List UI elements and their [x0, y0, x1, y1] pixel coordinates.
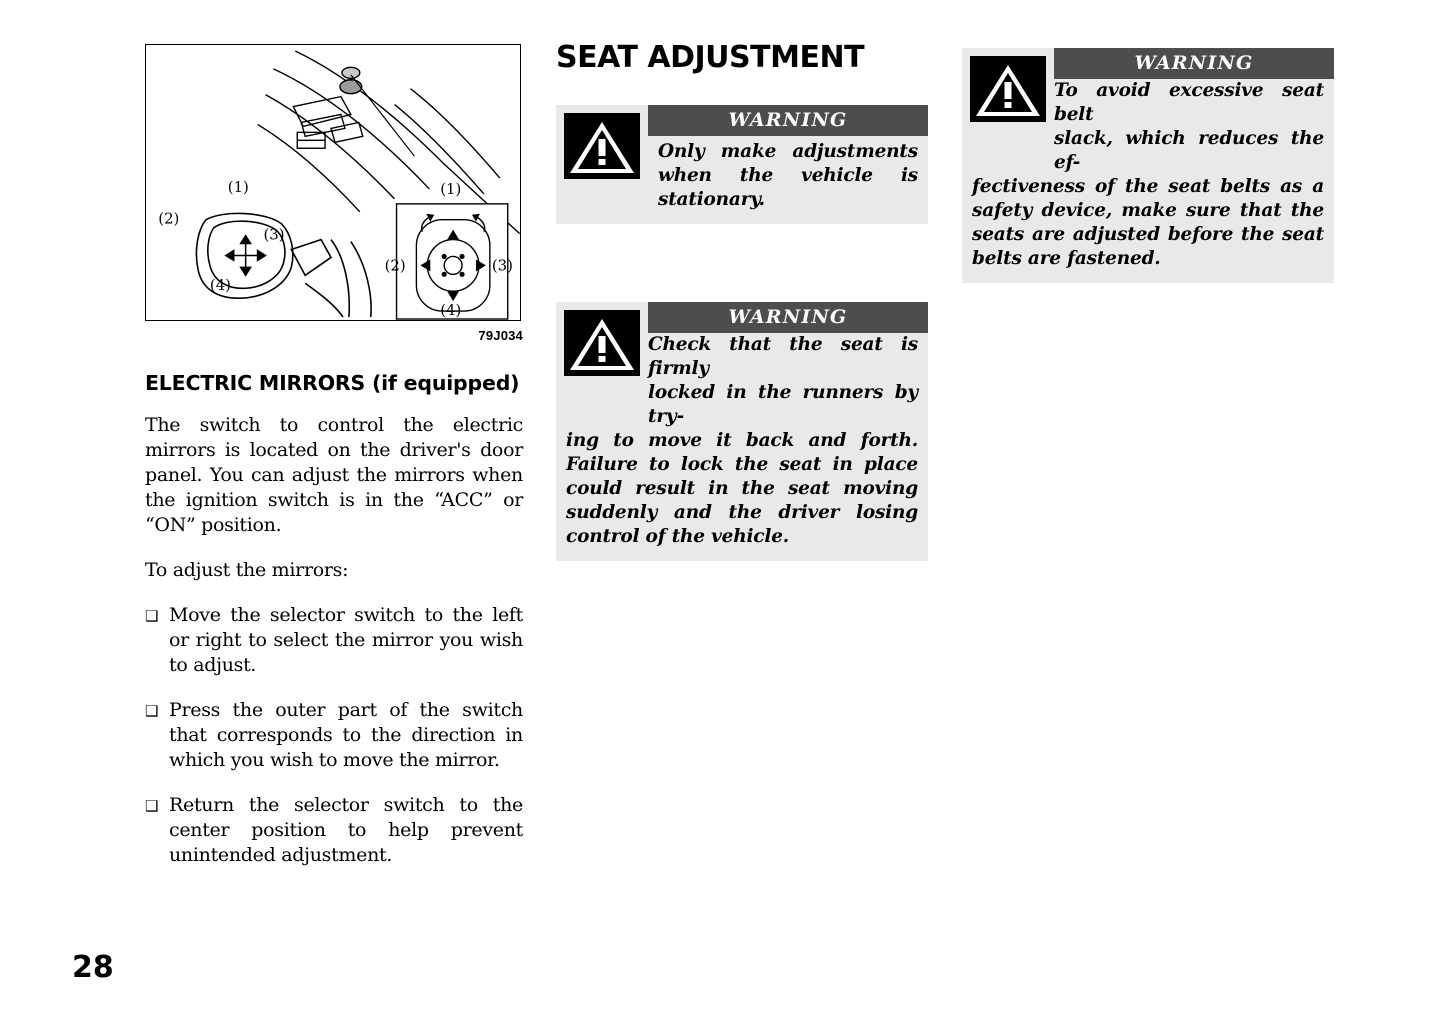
warning-text-line-1: Check that the seat is firmly [648, 334, 918, 379]
warning-text-body: Only make adjustments when the vehicle is stationary. [658, 141, 918, 210]
figure-illustration [146, 45, 520, 320]
bullet-icon: ❑ [145, 797, 159, 815]
warning-banner: WARNING [648, 105, 928, 136]
figure-label-switch-4: (4) [440, 301, 462, 320]
list-item-text: Press the outer part of the switch that corresponds to the direction in which you wish to move the mirror. [169, 699, 523, 771]
middle-column [556, 40, 928, 561]
bullet-icon: ❑ [145, 607, 159, 625]
warning-box-stationary [556, 105, 928, 224]
right-column [962, 48, 1334, 283]
mirror-switch-figure [145, 44, 521, 321]
list-item-text: Move the selector switch to the left or right to select the mirror you wish to adjust. [169, 604, 523, 676]
warning-triangle-icon [564, 310, 640, 376]
warning-triangle-icon [970, 56, 1046, 122]
page-number: 28 [72, 950, 114, 985]
figure-label-switch-2: (2) [384, 256, 406, 275]
list-item [145, 698, 523, 773]
figure-label-mirror-2: (2) [158, 209, 180, 228]
bullet-icon: ❑ [145, 702, 159, 720]
warning-text-line-1: To avoid excessive seat belt [1054, 80, 1324, 125]
figure-label-mirror-4: (4) [209, 276, 231, 295]
adjustment-steps-list [145, 603, 523, 868]
warning-banner: WARNING [648, 302, 928, 333]
figure-code: 79J034 [478, 328, 523, 343]
warning-text-line-2: locked in the runners by try- [648, 382, 918, 427]
warning-banner: WARNING [1054, 48, 1334, 79]
list-item [145, 603, 523, 678]
figure-label-mirror-3: (3) [263, 225, 285, 244]
left-column [145, 44, 523, 888]
list-item [145, 793, 523, 868]
warning-text-line-2: slack, which reduces the ef- [1054, 128, 1324, 173]
warning-box-seat-locked [556, 302, 928, 561]
warning-text-body: fectiveness of the seat belts as a safety device, make sure that the seats are adjusted before the seat belts are fastened. [972, 176, 1324, 269]
warning-triangle-icon [564, 113, 640, 179]
paragraph-electric-mirrors: The switch to control the electric mirrors is located on the driver's door panel. You can adjust the mirrors when the ignition switch is in the “ACC” or “ON” position. [145, 414, 523, 536]
figure-label-switch-1: (1) [440, 179, 462, 198]
warning-box-seat-belt-slack [962, 48, 1334, 283]
list-item-text: Return the selector switch to the center position to help prevent unintended adjustment. [169, 794, 523, 866]
figure-label-switch-3: (3) [491, 256, 513, 275]
page-title: SEAT ADJUSTMENT [556, 40, 865, 75]
warning-text-body: ing to move it back and forth. Failure to lock the seat in place could result in the seat moving suddenly and the driver losing control of the vehicle. [566, 430, 918, 547]
paragraph-to-adjust: To adjust the mirrors: [145, 559, 349, 581]
section-heading: ELECTRIC MIRRORS (if equipped) [145, 371, 520, 395]
figure-label-mirror-1: (1) [227, 177, 249, 196]
